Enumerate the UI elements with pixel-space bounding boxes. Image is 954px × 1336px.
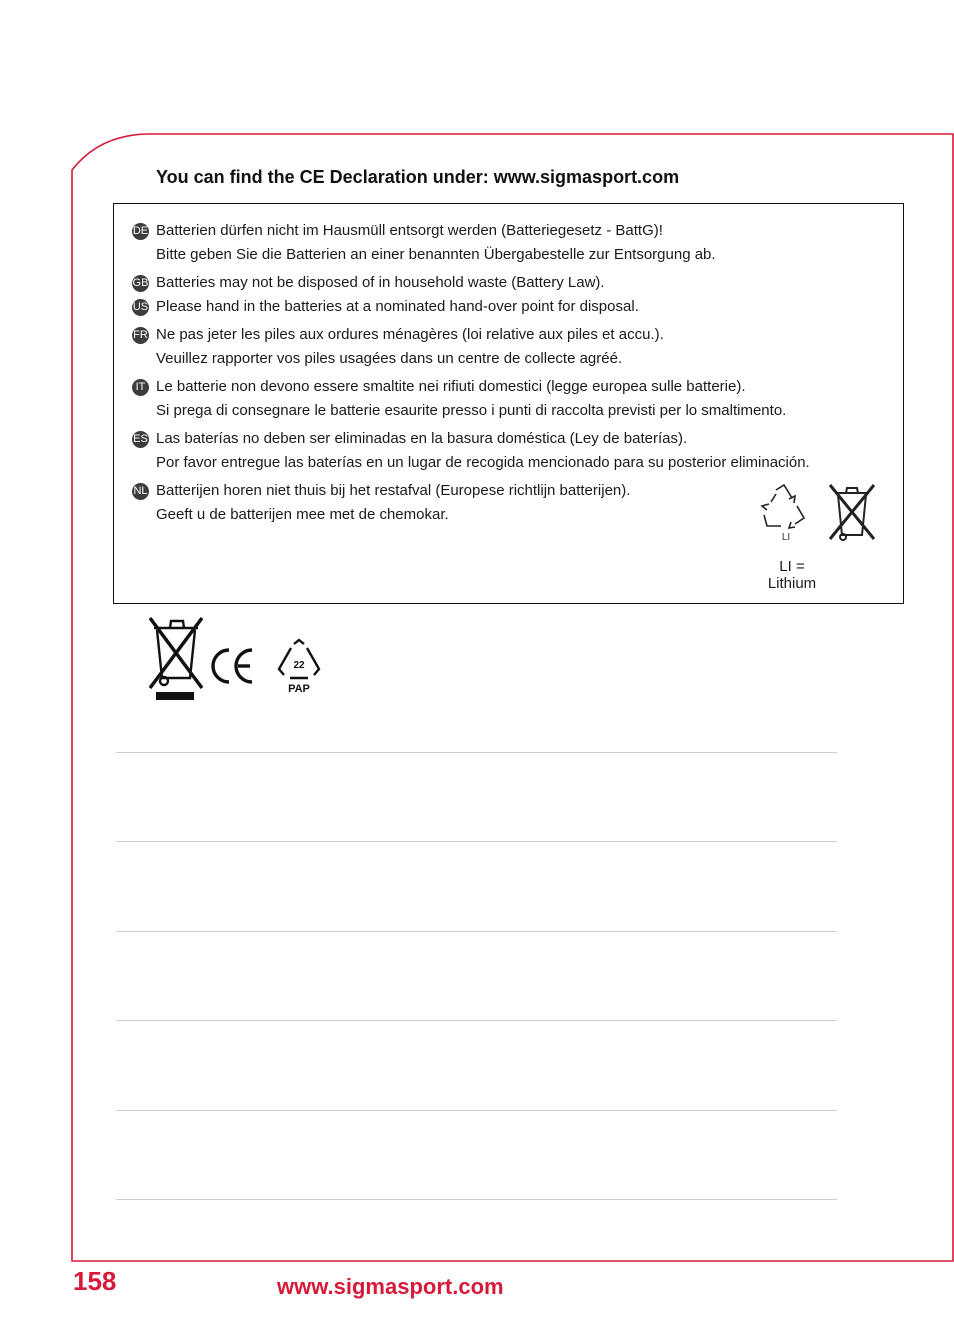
writing-line [116, 752, 837, 753]
notice-line: Ne pas jeter les piles aux ordures ménagères (loi relative aux piles et accu.). [156, 326, 664, 343]
crossed-bin-icon [828, 483, 876, 541]
li-small-label: LI [781, 532, 791, 543]
pap-recycle-icon [274, 638, 324, 696]
ce-mark-icon [210, 646, 256, 686]
writing-line [116, 1199, 837, 1200]
notice-line: Le batterie non devono essere smaltite nei rifiuti domestici (legge europea sulle batterie). [156, 378, 746, 395]
notice-line: Bitte geben Sie die Batterien an einer benannten Übergabestelle zur Entsorgung ab. [156, 246, 716, 263]
battery-disposal-notice [113, 203, 904, 604]
recycle-material-text: PAP [288, 683, 310, 695]
recycle-code-text: 22 [293, 660, 305, 671]
lang-badge-it: IT [132, 379, 149, 396]
lithium-caption [754, 558, 830, 592]
page-number: 158 [73, 1266, 117, 1296]
lang-badge-us: US [132, 299, 149, 316]
notice-line: Geeft u de batterijen mee met de chemokar. [156, 506, 449, 523]
notice-line: Veuillez rapporter vos piles usagées dans un centre de collecte agréé. [156, 350, 623, 367]
writing-line [116, 1110, 837, 1111]
notice-line: Please hand in the batteries at a nominated hand-over point for disposal. [156, 298, 639, 315]
lang-badge-fr: FR [132, 327, 149, 344]
lang-badge-gb: GB [132, 275, 149, 292]
writing-line [116, 841, 837, 842]
lithium-caption-line: Lithium [767, 575, 817, 592]
notice-line: Por favor entregue las baterías en un lugar de recogida mencionado para su posterior eliminación. [156, 454, 810, 471]
lang-badge-nl: NL [132, 483, 149, 500]
notice-line: Batterijen horen niet thuis bij het restafval (Europese richtlijn batterijen). [156, 482, 631, 499]
footer-url: www.sigmasport.com [277, 1274, 504, 1299]
weee-crossed-bin-icon [148, 616, 206, 702]
writing-line [116, 1020, 837, 1021]
notice-line: Si prega di consegnare le batterie esaurite presso i punti di raccolta previsti per lo smaltimento. [156, 402, 787, 419]
notice-line: Batterien dürfen nicht im Hausmüll entsorgt werden (Batteriegesetz - BattG)! [156, 222, 663, 239]
lang-badge-de: DE [132, 223, 149, 240]
notice-line: Las baterías no deben ser eliminadas en la basura doméstica (Ley de baterías). [156, 430, 688, 447]
lithium-caption-line: LI = [779, 558, 805, 575]
notice-line: Batteries may not be disposed of in household waste (Battery Law). [156, 274, 605, 291]
recycling-icon [759, 482, 809, 532]
writing-line [116, 931, 837, 932]
ce-declaration-heading: You can find the CE Declaration under: www.sigmasport.com [156, 167, 680, 187]
lang-badge-es: ES [132, 431, 149, 448]
